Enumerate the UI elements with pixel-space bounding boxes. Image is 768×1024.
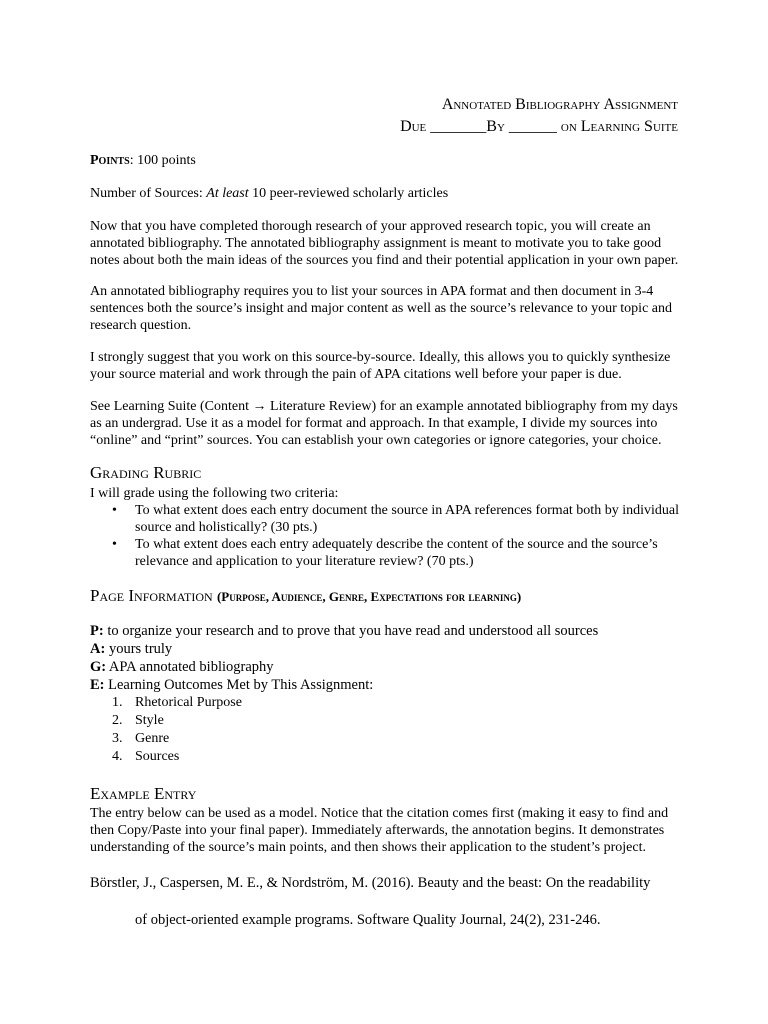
pga-block bbox=[90, 622, 690, 694]
sources-suffix: 10 peer-reviewed scholarly articles bbox=[248, 186, 449, 201]
list-item: • To what extent does each entry adequately describe the content of the source and the source’s relevance and application to your literature review? (70 pts.) bbox=[90, 536, 690, 570]
list-item bbox=[90, 694, 242, 712]
intro-paragraph: Now that you have completed thorough research of your approved research topic, you will create an annotated bibliography. The annotated bibliography assignment is meant to motivate you to take good notes about both the main ideas of the sources you find and their potential application in your own paper. bbox=[90, 219, 679, 268]
audience-text: yours truly bbox=[105, 641, 173, 657]
outcome-text: Style bbox=[135, 713, 164, 728]
assignment-header bbox=[400, 94, 678, 138]
outcome-text: Rhetorical Purpose bbox=[135, 695, 242, 710]
genre-label: G: bbox=[90, 659, 107, 675]
audience-line bbox=[90, 640, 690, 658]
grading-rubric-heading: Grading Rubric bbox=[90, 463, 202, 482]
learning-outcomes-list bbox=[90, 694, 242, 766]
purpose-line bbox=[90, 622, 690, 640]
outcome-number: 2. bbox=[112, 713, 123, 728]
outcome-text: Sources bbox=[135, 749, 180, 764]
page-information-subtitle: (Purpose, Audience, Genre, Expectations for learning) bbox=[216, 589, 522, 604]
grading-criteria-list bbox=[90, 502, 690, 570]
citation-line-2: of object-oriented example programs. Software Quality Journal, 24(2), 231-246. bbox=[135, 912, 601, 928]
requirements-paragraph: An annotated bibliography requires you to list your sources in APA format and then document in 3-4 sentences both the source’s insight and major content as well as the source’s relevance to your topic and research question. bbox=[90, 284, 672, 333]
outcome-number: 3. bbox=[112, 731, 123, 746]
purpose-label: P: bbox=[90, 623, 104, 639]
sources-line bbox=[90, 185, 690, 202]
outcome-number: 4. bbox=[112, 749, 123, 764]
points-line bbox=[90, 152, 690, 169]
audience-label: A: bbox=[90, 641, 106, 657]
genre-text: APA annotated bibliography bbox=[106, 659, 274, 675]
sources-prefix: Number of Sources: bbox=[90, 186, 207, 201]
outcome-text: Genre bbox=[135, 731, 170, 746]
suggestion-paragraph: I strongly suggest that you work on this source-by-source. Ideally, this allows you to quickly synthesize your source material and work through the pain of APA citations well before your paper is due. bbox=[90, 350, 671, 382]
page-information-heading bbox=[90, 586, 521, 607]
outcome-number: 1. bbox=[112, 695, 123, 710]
expectations-text: Learning Outcomes Met by This Assignment: bbox=[104, 677, 374, 693]
list-item bbox=[90, 712, 242, 730]
list-item bbox=[90, 748, 242, 766]
citation-line-1: Börstler, J., Caspersen, M. E., & Nordström, M. (2016). Beauty and the beast: On the readability bbox=[90, 875, 651, 891]
grading-intro: I will grade using the following two criteria: bbox=[90, 486, 339, 501]
purpose-text: to organize your research and to prove that you have read and understood all sources bbox=[103, 623, 599, 639]
expectations-line bbox=[90, 676, 690, 694]
assignment-title: Annotated Bibliography Assignment bbox=[441, 96, 678, 113]
example-entry-heading: Example Entry bbox=[90, 784, 197, 803]
example-description: The entry below can be used as a model. Notice that the citation comes first (making it easy to find and then Copy/Paste into your final paper). Immediately afterwards, the annotation begins. It demonstrates understanding of the source’s main points, and then shows their application to the student’s project. bbox=[90, 806, 669, 855]
expectations-label: E: bbox=[90, 677, 105, 693]
points-label: Points bbox=[90, 153, 130, 168]
list-item bbox=[90, 730, 242, 748]
page-information-title: Page Information bbox=[90, 586, 213, 605]
points-value: : 100 points bbox=[129, 153, 196, 168]
list-item: • To what extent does each entry document the source in APA references format both by individual source and holistically? (30 pts.) bbox=[90, 502, 690, 536]
sources-emphasis: At least bbox=[206, 186, 249, 201]
learning-suite-paragraph: See Learning Suite (Content → Literature Review) for an example annotated bibliography from my days as an undergrad. Use it as a model for format and approach. In that example, I divide my sources into “online” and “print” sources. You can establish your own categories or ignore categories, your choice. bbox=[90, 399, 678, 448]
due-line: Due _______By ______ on Learning Suite bbox=[400, 118, 678, 135]
genre-line bbox=[90, 658, 690, 676]
